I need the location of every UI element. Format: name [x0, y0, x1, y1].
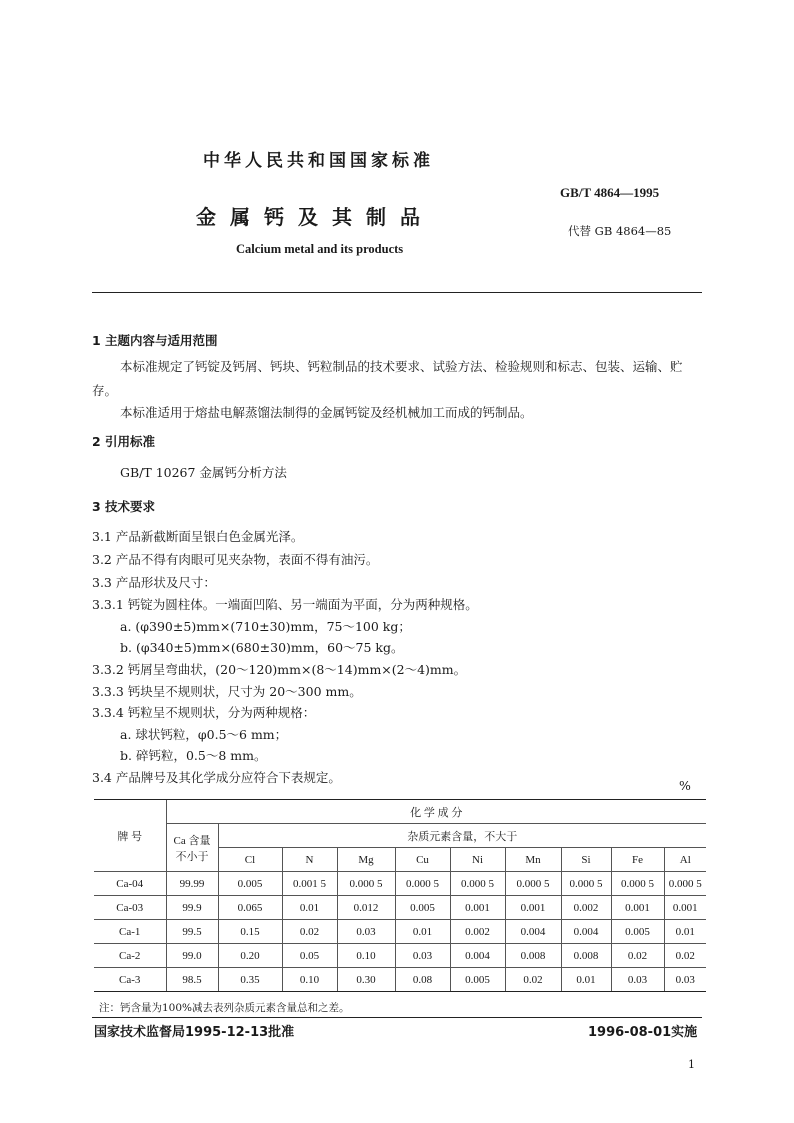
page-number: 1: [688, 1058, 695, 1071]
value-cell: 0.03: [337, 920, 395, 944]
reference-standard: GB/T 10267 金属钙分析方法: [120, 465, 287, 480]
value-cell: 0.005: [450, 968, 505, 992]
value-cell: 0.15: [218, 920, 282, 944]
header-impurity: 杂质元素含量，不大于: [218, 824, 706, 848]
element-n: N: [282, 848, 337, 872]
value-cell: 0.001: [664, 896, 706, 920]
table-row: [94, 872, 706, 896]
table-row: [94, 944, 706, 968]
item-3-3-2: 3.3.2 钙屑呈弯曲状，(20～120)mm×(8～14)mm×(2～4)mm。: [92, 662, 467, 677]
value-cell: 0.01: [395, 920, 450, 944]
grade-cell: Ca-3: [94, 968, 166, 992]
value-cell: 0.01: [561, 968, 611, 992]
grade-cell: Ca-2: [94, 944, 166, 968]
value-cell: 0.012: [337, 896, 395, 920]
element-fe: Fe: [611, 848, 664, 872]
table-row: [94, 968, 706, 992]
element-cu: Cu: [395, 848, 450, 872]
value-cell: 0.000 5: [505, 872, 561, 896]
standard-number: GB/T 4864—1995: [560, 185, 660, 200]
item-3-3-4-a: a. 球状钙粒，φ0.5～6 mm；: [120, 727, 288, 742]
value-cell: 0.004: [450, 944, 505, 968]
table-note: 注：钙含量为100%减去表列杂质元素含量总和之差。: [99, 1002, 350, 1014]
value-cell: 0.005: [218, 872, 282, 896]
value-cell: 0.02: [611, 944, 664, 968]
item-3-3-1: 3.3.1 钙锭为圆柱体。一端面凹陷、另一端面为平面，分为两种规格。: [92, 597, 478, 612]
element-cl: Cl: [218, 848, 282, 872]
element-ni: Ni: [450, 848, 505, 872]
value-cell: 0.005: [611, 920, 664, 944]
item-3-1: 3.1 产品新截断面呈银白色金属光泽。: [92, 529, 304, 544]
value-cell: 0.004: [561, 920, 611, 944]
section-2-heading: 2 引用标准: [92, 434, 156, 449]
value-cell: 0.10: [337, 944, 395, 968]
ca-cell: 99.5: [166, 920, 218, 944]
value-cell: 0.05: [282, 944, 337, 968]
value-cell: 0.01: [282, 896, 337, 920]
value-cell: 0.008: [505, 944, 561, 968]
value-cell: 0.000 5: [337, 872, 395, 896]
value-cell: 0.03: [395, 944, 450, 968]
value-cell: 0.03: [611, 968, 664, 992]
element-mn: Mn: [505, 848, 561, 872]
value-cell: 0.002: [561, 896, 611, 920]
value-cell: 0.35: [218, 968, 282, 992]
value-cell: 0.000 5: [395, 872, 450, 896]
value-cell: 0.001: [611, 896, 664, 920]
element-si: Si: [561, 848, 611, 872]
value-cell: 0.005: [395, 896, 450, 920]
item-3-4: 3.4 产品牌号及其化学成分应符合下表规定。: [92, 770, 341, 785]
header-divider: [92, 292, 702, 293]
footer-divider: [92, 1017, 702, 1018]
value-cell: 0.001 5: [282, 872, 337, 896]
element-al: Al: [664, 848, 706, 872]
document-title-english: Calcium metal and its products: [236, 242, 404, 256]
table-row: [94, 896, 706, 920]
ca-cell: 99.99: [166, 872, 218, 896]
value-cell: 0.065: [218, 896, 282, 920]
item-3-3-4-b: b. 碎钙粒，0.5～8 mm。: [120, 748, 267, 763]
ca-cell: 99.9: [166, 896, 218, 920]
value-cell: 0.008: [561, 944, 611, 968]
value-cell: 0.000 5: [611, 872, 664, 896]
value-cell: 0.01: [664, 920, 706, 944]
value-cell: 0.000 5: [561, 872, 611, 896]
section-3-heading: 3 技术要求: [92, 499, 156, 514]
section-1-paragraph-1-cont: 存。: [92, 383, 118, 398]
value-cell: 0.20: [218, 944, 282, 968]
grade-cell: Ca-04: [94, 872, 166, 896]
header-ca-content: [166, 824, 218, 872]
item-3-2: 3.2 产品不得有肉眼可见夹杂物，表面不得有油污。: [92, 552, 379, 567]
value-cell: 0.002: [450, 920, 505, 944]
value-cell: 0.10: [282, 968, 337, 992]
replaces-standard: 代替 GB 4864—85: [568, 224, 672, 238]
approval-date: 国家技术监督局1995-12-13批准: [94, 1025, 295, 1040]
value-cell: 0.02: [505, 968, 561, 992]
element-mg: Mg: [337, 848, 395, 872]
ca-cell: 98.5: [166, 968, 218, 992]
value-cell: 0.001: [505, 896, 561, 920]
ca-cell: 99.0: [166, 944, 218, 968]
header-grade: 牌 号: [94, 800, 166, 872]
document-title: 金属钙及其制品: [196, 205, 434, 229]
item-3-3-3: 3.3.3 钙块呈不规则状，尺寸为 20～300 mm。: [92, 684, 362, 699]
value-cell: 0.08: [395, 968, 450, 992]
value-cell: 0.000 5: [664, 872, 706, 896]
chemical-composition-table: [94, 799, 706, 992]
grade-cell: Ca-03: [94, 896, 166, 920]
header-ca-line-1: Ca 含量: [173, 834, 211, 847]
item-3-3: 3.3 产品形状及尺寸：: [92, 575, 216, 590]
item-3-3-4: 3.3.4 钙粒呈不规则状，分为两种规格：: [92, 705, 316, 720]
header-ca-line-2: 不小于: [175, 850, 209, 863]
value-cell: 0.001: [450, 896, 505, 920]
grade-cell: Ca-1: [94, 920, 166, 944]
value-cell: 0.30: [337, 968, 395, 992]
value-cell: 0.000 5: [450, 872, 505, 896]
value-cell: 0.03: [664, 968, 706, 992]
value-cell: 0.02: [664, 944, 706, 968]
section-1-paragraph-2: 本标准适用于熔盐电解蒸馏法制得的金属钙锭及经机械加工而成的钙制品。: [120, 405, 533, 420]
header-chemical-composition: 化 学 成 分: [166, 800, 706, 824]
section-1-paragraph-1: 本标准规定了钙锭及钙屑、钙块、钙粒制品的技术要求、试验方法、检验规则和标志、包装、运输、贮: [120, 359, 683, 374]
effective-date: 1996-08-01实施: [588, 1025, 698, 1040]
table-row: [94, 920, 706, 944]
item-3-3-1-a: a. (φ390±5)mm×(710±30)mm，75～100 kg；: [120, 619, 411, 634]
national-standard-title: 中华人民共和国国家标准: [203, 151, 434, 171]
section-1-heading: 1 主题内容与适用范围: [92, 333, 218, 348]
table-unit: %: [679, 778, 691, 793]
value-cell: 0.004: [505, 920, 561, 944]
value-cell: 0.02: [282, 920, 337, 944]
item-3-3-1-b: b. (φ340±5)mm×(680±30)mm，60～75 kg。: [120, 640, 404, 655]
